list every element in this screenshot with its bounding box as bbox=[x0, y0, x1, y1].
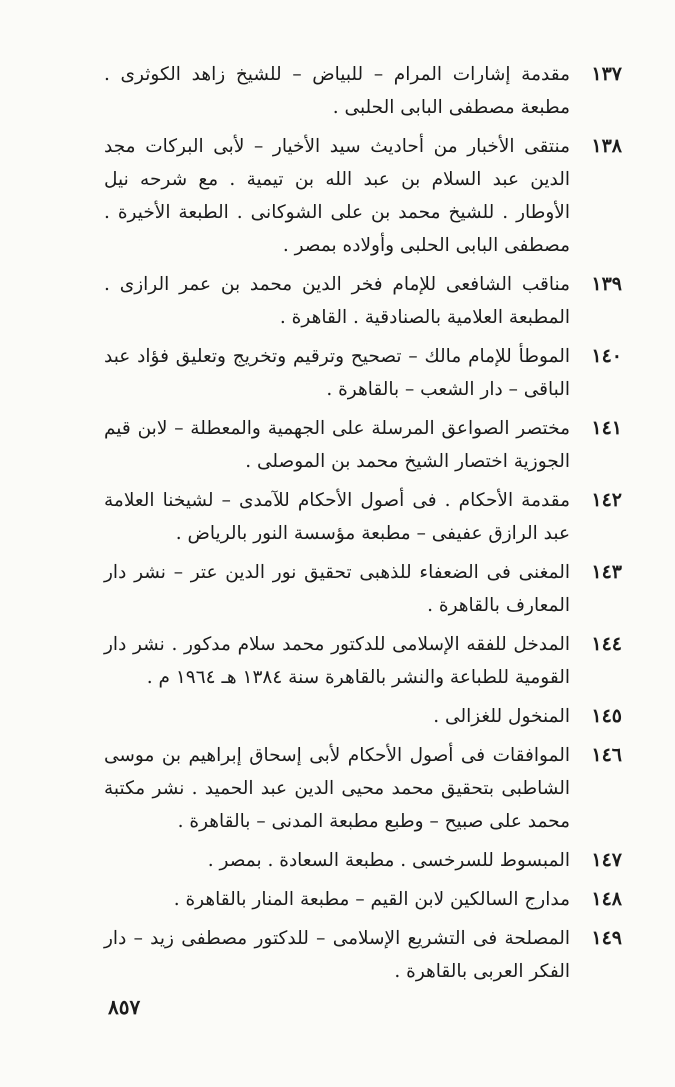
entry-number: ١٣٨ bbox=[591, 135, 622, 157]
bibliography-entry bbox=[104, 883, 622, 916]
bibliography-entry bbox=[104, 412, 622, 478]
entry-number: ١٤٤ bbox=[591, 633, 622, 655]
entry-number: ١٤٦ bbox=[591, 744, 622, 766]
entry-text: مقدمة الأحكام . فى أصول الأحكام للآمدى – لشيخنا العلامة عبد الرازق عفيفى – مطبعة مؤسسة النور بالرياض . bbox=[104, 490, 570, 544]
entry-number: ١٤٥ bbox=[591, 705, 622, 727]
bibliography-entry bbox=[104, 484, 622, 550]
bibliography-entry bbox=[104, 58, 622, 124]
bibliography-entry bbox=[104, 268, 622, 334]
entry-text: الموطأ للإمام مالك – تصحيح وترقيم وتخريج وتعليق فؤاد عبد الباقى – دار الشعب – بالقاهرة . bbox=[104, 346, 570, 400]
page-number: ٨٥٧ bbox=[108, 995, 141, 1019]
entry-number: ١٤٧ bbox=[591, 849, 622, 871]
entry-number: ١٤٨ bbox=[591, 888, 622, 910]
bibliography-list bbox=[104, 58, 622, 994]
entry-text: المبسوط للسرخسى . مطبعة السعادة . بمصر . bbox=[207, 850, 570, 871]
entry-text: مناقب الشافعى للإمام فخر الدين محمد بن عمر الرازى . المطبعة العلامية بالصنادقية . القاهرة . bbox=[104, 274, 570, 328]
entry-number: ١٤١ bbox=[591, 417, 622, 439]
entry-text: مدارج السالكين لابن القيم – مطبعة المنار بالقاهرة . bbox=[173, 889, 570, 910]
entry-number: ١٤٣ bbox=[591, 561, 622, 583]
entry-text: المنخول للغزالى . bbox=[433, 706, 570, 727]
entry-text: المصلحة فى التشريع الإسلامى – للدكتور مصطفى زيد – دار الفكر العربى بالقاهرة . bbox=[104, 928, 570, 982]
bibliography-entry bbox=[104, 556, 622, 622]
entry-number: ١٤٠ bbox=[591, 345, 622, 367]
entry-text: منتقى الأخبار من أحاديث سيد الأخيار – لأبى البركات مجد الدين عبد السلام بن عبد الله بن تيمية . مع شرحه نيل الأوطار . للشيخ محمد بن على الشوكانى . الطبعة الأخيرة . مصطفى البابى الحلبى وأولاده بمصر . bbox=[104, 136, 570, 256]
bibliography-entry bbox=[104, 922, 622, 988]
bibliography-entry bbox=[104, 700, 622, 733]
entry-number: ١٣٧ bbox=[591, 63, 622, 85]
entry-number: ١٤٢ bbox=[591, 489, 622, 511]
entry-number: ١٣٩ bbox=[591, 273, 622, 295]
bibliography-entry bbox=[104, 340, 622, 406]
entry-text: مقدمة إشارات المرام – للبياض – للشيخ زاهد الكوثرى . مطبعة مصطفى البابى الحلبى . bbox=[104, 64, 570, 118]
bibliography-entry bbox=[104, 844, 622, 877]
bibliography-entry bbox=[104, 628, 622, 694]
entry-text: المدخل للفقه الإسلامى للدكتور محمد سلام مدكور . نشر دار القومية للطباعة والنشر بالقاهرة سنة ١٣٨٤ هـ ١٩٦٤ م . bbox=[104, 634, 570, 688]
entry-number: ١٤٩ bbox=[591, 927, 622, 949]
bibliography-entry bbox=[104, 739, 622, 838]
entry-text: مختصر الصواعق المرسلة على الجهمية والمعطلة – لابن قيم الجوزية اختصار الشيخ محمد بن الموصلى . bbox=[104, 418, 570, 472]
entry-text: الموافقات فى أصول الأحكام لأبى إسحاق إبراهيم بن موسى الشاطبى بتحقيق محمد محيى الدين عبد الحميد . نشر مكتبة محمد على صبيح – وطبع مطبعة المدنى – بالقاهرة . bbox=[104, 745, 570, 832]
bibliography-entry bbox=[104, 130, 622, 262]
entry-text: المغنى فى الضعفاء للذهبى تحقيق نور الدين عتر – نشر دار المعارف بالقاهرة . bbox=[104, 562, 570, 616]
